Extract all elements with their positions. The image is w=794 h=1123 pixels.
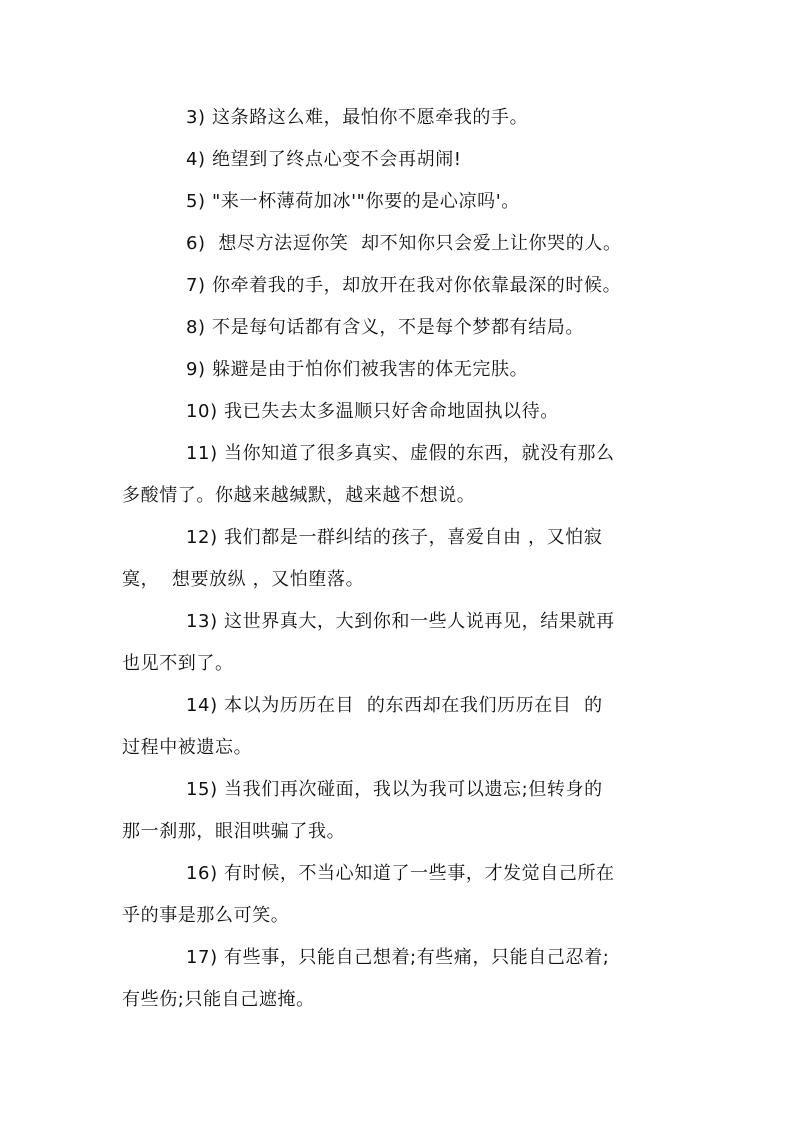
line-4: 4) 绝望到了终点心变不会再胡闹! bbox=[186, 149, 462, 170]
line-13b: 也见不到了。 bbox=[122, 653, 234, 674]
line-17b: 有些伤;只能自己遮掩。 bbox=[122, 989, 315, 1010]
line-16b: 乎的事是那么可笑。 bbox=[122, 905, 290, 926]
line-7: 7) 你牵着我的手，却放开在我对你依靠最深的时候。 bbox=[186, 275, 622, 296]
line-14b: 过程中被遗忘。 bbox=[122, 737, 253, 758]
line-10: 10) 我已失去太多温顺只好舍命地固执以待。 bbox=[186, 401, 559, 422]
line-15b: 那一刹那，眼泪哄骗了我。 bbox=[122, 821, 346, 842]
line-11b: 多酸情了。你越来越缄默，越来越不想说。 bbox=[122, 485, 476, 506]
line-15a: 15) 当我们再次碰面，我以为我可以遗忘;但转身的 bbox=[186, 779, 603, 800]
line-3: 3) 这条路这么难，最怕你不愿牵我的手。 bbox=[186, 107, 529, 128]
line-16a: 16) 有时候，不当心知道了一些事，才发觉自己所在 bbox=[186, 863, 615, 884]
line-13a: 13) 这世界真大，大到你和一些人说再见，结果就再 bbox=[186, 611, 615, 632]
line-17a: 17) 有些事，只能自己想着;有些痛，只能自己忍着; bbox=[186, 947, 610, 968]
line-6: 6) 想尽方法逗你笑 却不知你只会爱上让你哭的人。 bbox=[186, 233, 622, 254]
line-12b: 寞， 想要放纵 ，又怕堕落。 bbox=[122, 569, 365, 590]
line-11a: 11) 当你知道了很多真实、虚假的东西，就没有那么 bbox=[186, 443, 615, 464]
line-14a: 14) 本以为历历在目 的东西却在我们历历在目 的 bbox=[186, 695, 603, 716]
line-8: 8) 不是每句话都有含义，不是每个梦都有结局。 bbox=[186, 317, 584, 338]
line-9: 9) 躲避是由于怕你们被我害的体无完肤。 bbox=[186, 359, 529, 380]
line-5: 5) "来一杯薄荷加冰'"你要的是心凉吗'。 bbox=[186, 191, 520, 212]
line-12a: 12) 我们都是一群纠结的孩子，喜爱自由 ，又怕寂 bbox=[186, 527, 603, 548]
